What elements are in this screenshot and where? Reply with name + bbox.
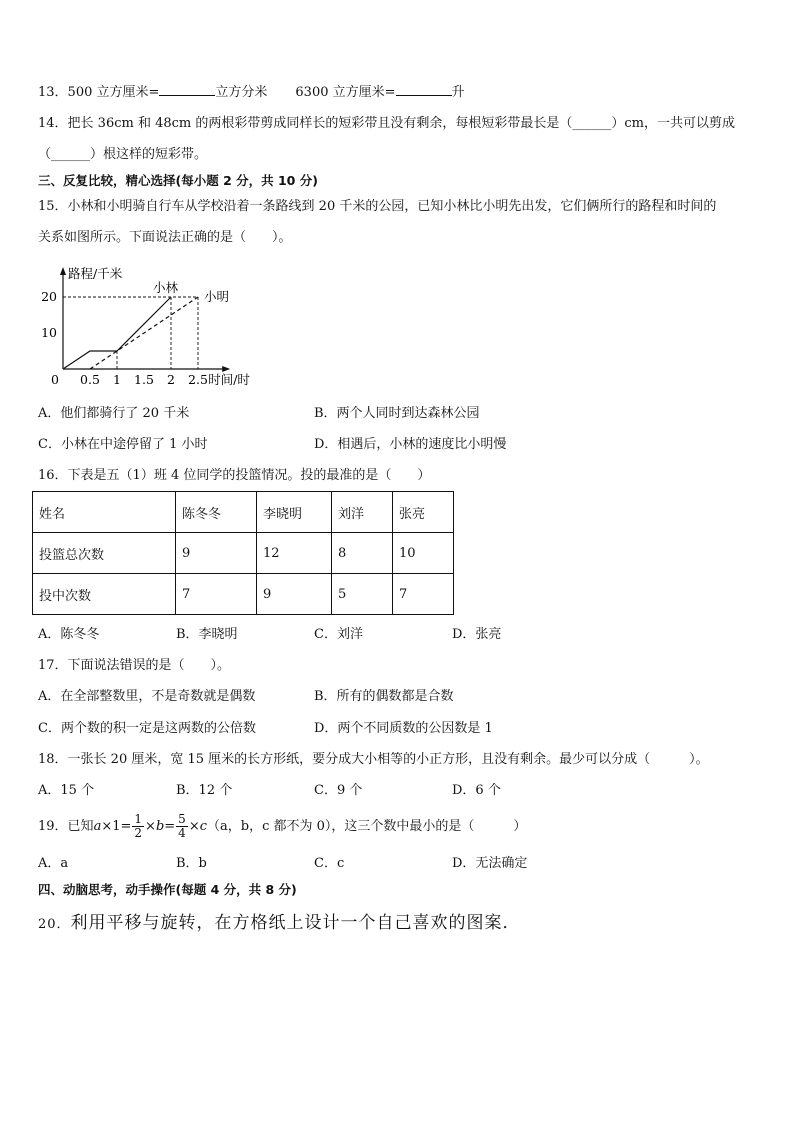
- x-tick-label: 1: [113, 372, 121, 387]
- x-tick-label: 1.5: [134, 372, 154, 387]
- q16-option-d[interactable]: D．张亮: [452, 627, 502, 642]
- times-one: ×1=: [101, 819, 132, 834]
- y-axis-label: 路程/千米: [68, 266, 123, 281]
- question-18: [38, 751, 709, 769]
- answer-blank[interactable]: [159, 82, 215, 96]
- basketball-table: [32, 491, 454, 615]
- paren-open: （: [38, 147, 52, 162]
- question-number: 18．: [38, 752, 68, 767]
- q13-part1: 500 立方厘米=: [67, 85, 160, 100]
- q19-pre: 已知: [67, 819, 94, 834]
- table-cell: 投篮总次数: [33, 533, 176, 574]
- question-15: [38, 198, 716, 216]
- table-cell: 8: [332, 533, 393, 574]
- answer-blank[interactable]: ______: [572, 116, 612, 131]
- q18-option-b[interactable]: B．12 个: [176, 783, 233, 798]
- table-row: [33, 574, 454, 615]
- series-label-1: 小林: [153, 280, 179, 295]
- q16-option-c[interactable]: C．刘洋: [314, 627, 363, 642]
- y-tick-label: 10: [41, 325, 57, 340]
- q14-line2-rest: ）根这样的短彩带。: [90, 147, 208, 162]
- q17-text: 下面说法错误的是（ ）。: [67, 658, 231, 673]
- question-number: 15．: [38, 199, 68, 214]
- table-cell: 7: [393, 574, 454, 615]
- question-14: [38, 115, 735, 133]
- q18-text: 一张长 20 厘米，宽 15 厘米的长方形纸，要分成大小相等的小正方形，且没有剩余。最少可以分成（ ）。: [67, 752, 709, 767]
- series-line-2: [90, 297, 198, 369]
- q15-line1: 小林和小明骑自行车从学校沿着一条路线到 20 千米的公园，已知小林比小明先出发，它们俩所行的路程和时间的: [67, 199, 717, 214]
- q20-text: 利用平移与旋转，在方格纸上设计一个自己喜欢的图案．: [70, 913, 521, 933]
- x-tick-label: 0.5: [80, 372, 100, 387]
- q19-option-a[interactable]: A．a: [38, 856, 69, 871]
- q18-option-a[interactable]: A．15 个: [38, 783, 95, 798]
- question-13: [38, 82, 465, 102]
- q19-post: （a，b，c 都不为 0），这三个数中最小的是（ ）: [207, 819, 527, 834]
- q17-option-c[interactable]: C．两个数的积一定是这两数的公倍数: [38, 721, 256, 736]
- q18-option-d[interactable]: D．6 个: [452, 783, 501, 798]
- numerator: 1: [134, 812, 143, 826]
- table-header-cell: 陈冬冬: [176, 492, 257, 533]
- q16-option-b[interactable]: B．李晓明: [176, 627, 238, 642]
- q15-option-c[interactable]: C．小林在中途停留了 1 小时: [38, 437, 208, 452]
- fraction-five-quarters: [176, 813, 188, 840]
- times-sign: ×: [145, 819, 156, 834]
- table-cell: 7: [176, 574, 257, 615]
- q14-text2: ）cm，一共可以剪成: [611, 116, 735, 131]
- section-4-title: 四、动脑思考，动手操作(每题 4 分，共 8 分): [38, 882, 297, 897]
- x-tick-label: 2: [167, 372, 175, 387]
- var-a: a: [93, 819, 102, 834]
- question-number: 17．: [38, 658, 68, 673]
- table-header-cell: 姓名: [33, 492, 176, 533]
- series-label-2: 小明: [204, 289, 230, 304]
- table-header-cell: 张亮: [393, 492, 454, 533]
- table-cell: 10: [393, 533, 454, 574]
- q17-option-a[interactable]: A．在全部整数里，不是奇数就是偶数: [38, 689, 256, 704]
- denominator: 2: [134, 826, 143, 840]
- q15-option-d[interactable]: D．相遇后，小林的速度比小明慢: [314, 437, 507, 452]
- q17-option-b[interactable]: B．所有的偶数都是合数: [314, 689, 454, 704]
- question-19: [38, 810, 526, 844]
- table-cell: 9: [257, 574, 332, 615]
- q19-option-c[interactable]: C．c: [314, 856, 345, 871]
- q16-text: 下表是五（1）班 4 位同学的投篮情况。投的最准的是（ ）: [67, 468, 431, 483]
- q13-unit1: 立方分米: [215, 85, 268, 100]
- table-cell: 5: [332, 574, 393, 615]
- question-number: 16．: [38, 468, 68, 483]
- question-17: [38, 657, 230, 675]
- fraction-one-half: [132, 813, 144, 840]
- q14-text1: 把长 36cm 和 48cm 的两根彩带剪成同样长的短彩带且没有剩余，每根短彩带最长是（: [67, 116, 573, 131]
- question-15-line2: 关系如图所示。下面说法正确的是（ ）。: [38, 230, 292, 245]
- question-number: 13．: [38, 85, 68, 100]
- denominator: 4: [178, 826, 186, 840]
- x-tick-label: 2.5: [188, 372, 208, 387]
- table-cell: 12: [257, 533, 332, 574]
- q19-option-d[interactable]: D．无法确定: [452, 856, 528, 871]
- q13-unit2: 升: [451, 85, 465, 100]
- table-row: [33, 533, 454, 574]
- q15-option-a[interactable]: A．他们都骑行了 20 千米: [38, 406, 190, 421]
- question-number: 14．: [38, 116, 68, 131]
- table-header-cell: 李晓明: [257, 492, 332, 533]
- q15-option-b[interactable]: B．两个人同时到达森林公园: [314, 406, 480, 421]
- answer-blank[interactable]: ______: [51, 147, 91, 162]
- y-tick-label: 20: [41, 289, 57, 304]
- times-sign: ×: [188, 819, 200, 834]
- q17-option-d[interactable]: D．两个不同质数的公因数是 1: [314, 721, 493, 736]
- question-number: 20．: [38, 917, 71, 932]
- distance-time-chart: [35, 264, 275, 394]
- table-header-row: [33, 492, 454, 533]
- table-cell: 投中次数: [33, 574, 176, 615]
- question-20: [38, 911, 521, 937]
- var-c: c: [199, 819, 207, 834]
- equals-sign: =: [164, 819, 176, 834]
- question-16: [38, 467, 430, 485]
- numerator: 5: [178, 812, 186, 826]
- q13-part2: 6300 立方厘米=: [295, 85, 396, 100]
- q18-option-c[interactable]: C．9 个: [314, 783, 363, 798]
- var-b: b: [155, 819, 165, 834]
- y-axis-arrow: [60, 267, 66, 275]
- table-cell: 9: [176, 533, 257, 574]
- q19-option-b[interactable]: B．b: [176, 856, 207, 871]
- q16-option-a[interactable]: A．陈冬冬: [38, 627, 100, 642]
- table-header-cell: 刘洋: [332, 492, 393, 533]
- x-axis-label: 时间/时: [208, 372, 250, 387]
- x-tick-label: 0: [51, 372, 59, 387]
- question-number: 19．: [38, 819, 68, 834]
- section-3-title: 三、反复比较，精心选择(每小题 2 分，共 10 分): [38, 173, 318, 188]
- answer-blank[interactable]: [396, 82, 452, 96]
- question-14-line2: [38, 146, 207, 164]
